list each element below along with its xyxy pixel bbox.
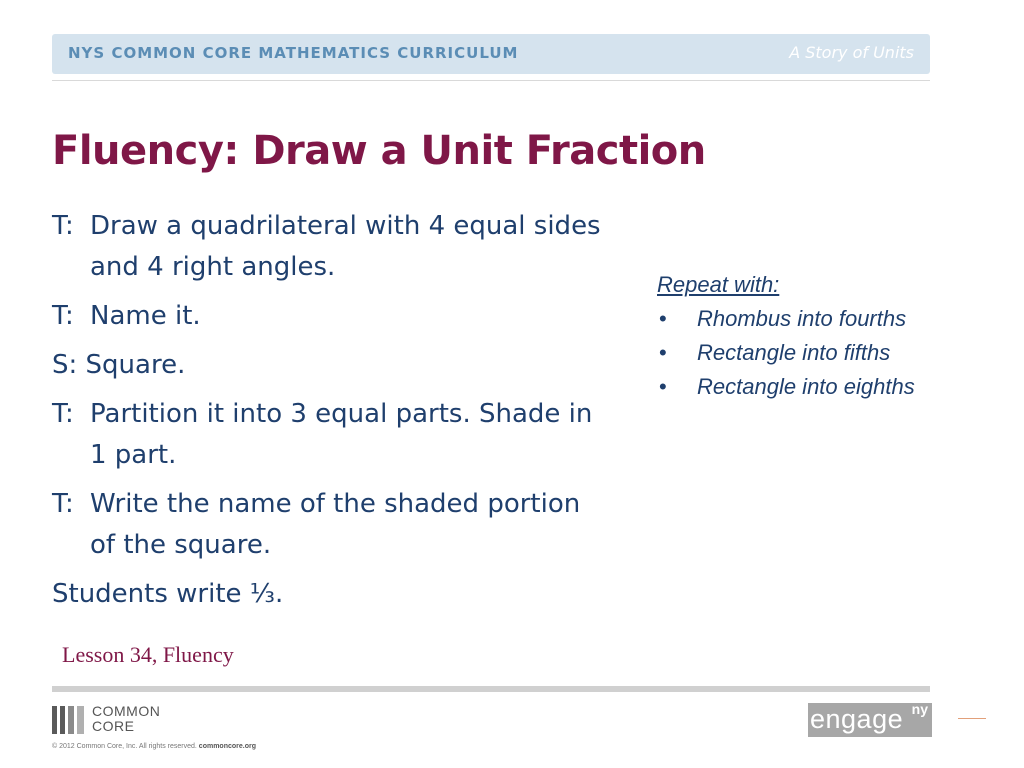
speaker-label: T: (52, 399, 74, 429)
bullet-icon: • (659, 306, 667, 331)
dialogue-item (52, 296, 612, 337)
repeat-title: Repeat with: (657, 272, 780, 297)
header-divider (52, 80, 930, 81)
repeat-item: • Rectangle into eighths (657, 370, 915, 404)
speaker-label: T: (52, 301, 74, 331)
curriculum-label: NYS COMMON CORE MATHEMATICS CURRICULUM (68, 44, 519, 62)
dialogue-text: Draw a quadrilateral with 4 equal sides and 4 right angles. (90, 211, 601, 282)
story-label: A Story of Units (789, 43, 914, 62)
corner-accent-line (958, 718, 986, 719)
dialogue-item (52, 484, 612, 566)
ny-superscript: ny (911, 701, 928, 717)
engage-wordmark: engage (810, 704, 904, 734)
slide-title: Fluency: Draw a Unit Fraction (52, 128, 706, 174)
copyright-notice: © 2012 Common Core, Inc. All rights reserved. commoncore.org (52, 743, 256, 750)
bullet-icon: • (659, 374, 667, 399)
speaker-label: S: (52, 350, 78, 380)
dialogue-text: Write the name of the shaded portion of the square. (90, 489, 581, 560)
common-core-bars-icon (52, 706, 84, 734)
dialogue-item (52, 574, 612, 615)
header-band (52, 34, 930, 74)
speaker-label: T: (52, 489, 74, 519)
repeat-with-box (657, 268, 915, 404)
dialogue-item (52, 206, 612, 288)
footer-divider (52, 686, 930, 692)
dialogue-text: Name it. (90, 301, 201, 331)
bullet-icon: • (659, 340, 667, 365)
repeat-item: • Rhombus into fourths (657, 302, 915, 336)
speaker-label: T: (52, 211, 74, 241)
dialogue-text: Square. (85, 350, 186, 380)
lesson-label: Lesson 34, Fluency (62, 642, 234, 667)
repeat-item: • Rectangle into fifths (657, 336, 915, 370)
dialogue-list (52, 206, 612, 623)
dialogue-text: Students write ⅓. (52, 579, 284, 609)
dialogue-item (52, 394, 612, 476)
common-core-wordmark: COMMON CORE (92, 703, 161, 734)
engageny-logo (808, 703, 932, 737)
commoncore-link[interactable]: commoncore.org (198, 743, 256, 750)
repeat-list (657, 302, 915, 404)
dialogue-text: Partition it into 3 equal parts. Shade in 1 part. (90, 399, 593, 470)
dialogue-item (52, 345, 612, 386)
